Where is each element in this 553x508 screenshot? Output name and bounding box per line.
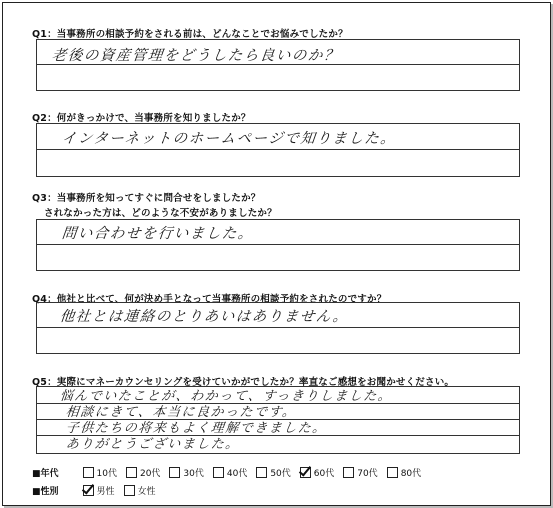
gender-option-male[interactable]: 男性	[83, 484, 115, 497]
checkbox-icon[interactable]	[124, 485, 135, 496]
age-option-50[interactable]: 50代	[256, 466, 290, 479]
answer-5-line-4: ありがとうございました。	[65, 437, 241, 452]
answer-2-line-1: インターネットのホームページで知りました。	[61, 131, 398, 147]
checkbox-icon[interactable]	[343, 467, 354, 478]
answer-3-line-1: 問い合わせを行いました。	[61, 226, 255, 242]
question-4-label: Q4：他社と比べて、何が決め手となって当事務所の相談予約をされたのですか？	[32, 294, 387, 305]
checkbox-icon[interactable]	[169, 467, 180, 478]
checkbox-icon[interactable]	[126, 467, 137, 478]
question-2-label: Q2：何がきっかけで、当事務所を知りましたか？	[32, 113, 251, 124]
answer-1-line-1: 老後の資産管理をどうしたら良いのか？	[51, 48, 341, 64]
checkbox-icon[interactable]	[256, 467, 267, 478]
answer-rule	[37, 149, 519, 150]
age-option-40[interactable]: 40代	[213, 466, 247, 479]
question-3-label-line-2: されなかった方は、どのような不安がありましたか？	[44, 208, 277, 219]
age-option-30[interactable]: 30代	[169, 466, 203, 479]
answer-rule	[37, 327, 519, 328]
age-label: ■年代	[32, 469, 59, 479]
age-option-80[interactable]: 80代	[387, 466, 421, 479]
checkbox-checked-icon[interactable]	[83, 485, 94, 496]
checkbox-icon[interactable]	[387, 467, 398, 478]
answer-5-line-3: 子供たちの将来もよく理解できました。	[65, 421, 328, 436]
checkbox-checked-icon[interactable]	[300, 467, 311, 478]
question-5-label: Q5：実際にマネーカウンセリングを受けていかがでしたか？率直なご感想をお聞かせください。	[32, 377, 455, 388]
age-option-20[interactable]: 20代	[126, 466, 160, 479]
age-row	[32, 466, 430, 479]
answer-rule	[37, 244, 519, 245]
gender-option-female[interactable]: 女性	[124, 484, 156, 497]
answer-5-line-2: 相談にきて、本当に良かったです。	[65, 405, 298, 420]
gender-label: ■性別	[32, 487, 59, 497]
answer-5-line-1: 悩んでいたことが、わかって、すっきりしました。	[59, 389, 394, 404]
question-1-label: Q1：当事務所の相談予約をされる前は、どんなことでお悩みでしたか？	[32, 29, 348, 40]
age-option-60[interactable]: 60代	[300, 466, 334, 479]
question-3-label: Q3：当事務所を知ってすぐに問合せをしましたか？	[32, 193, 261, 204]
age-option-70[interactable]: 70代	[343, 466, 377, 479]
checkbox-icon[interactable]	[213, 467, 224, 478]
checkbox-icon[interactable]	[83, 467, 94, 478]
gender-row	[32, 484, 165, 497]
age-option-10[interactable]: 10代	[83, 466, 117, 479]
answer-4-line-1: 他社とは連絡のとりあいはありません。	[59, 309, 350, 325]
